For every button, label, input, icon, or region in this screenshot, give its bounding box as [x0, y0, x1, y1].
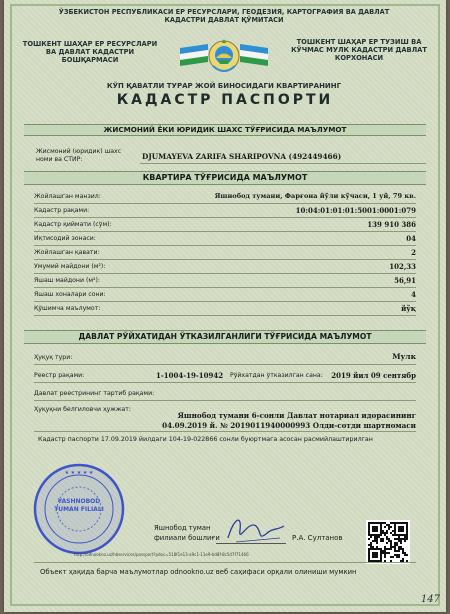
- passport-title: КАДАСТР ПАСПОРТИ: [116, 92, 334, 108]
- floor-row: [34, 246, 416, 260]
- qr-code: [366, 520, 410, 564]
- cadastral-number-label: Кадастр рақами:: [34, 207, 90, 214]
- address-label: Жойлашган манзил:: [34, 193, 101, 200]
- registry-order-label: Давлат реестрининг тартиб рақами:: [34, 390, 155, 397]
- flag-right-icon: [240, 44, 268, 66]
- signatory-position-line2: филиали бошлиғи: [154, 534, 220, 542]
- additional-info-value: йўқ: [401, 304, 416, 313]
- additional-info-label: Қўшимча маълумот:: [34, 305, 101, 312]
- floor-value: 2: [411, 248, 416, 257]
- emblem-icon: [209, 39, 239, 71]
- rooms-count-label: Яшаш хоналари сони:: [34, 291, 106, 298]
- flag-left-icon: [180, 44, 208, 66]
- registration-section-heading: ДАВЛАТ РЎЙХАТИДАН ЎТКАЗИЛГАНЛИГИ ТЎҒРИСИДА МАЪЛУМОТ: [24, 330, 426, 344]
- registration-date-label: Рўйхатдан ўтказилган сана:: [230, 372, 323, 379]
- cadastral-number-row: [34, 204, 416, 218]
- total-area-value: 102,33: [389, 262, 416, 271]
- cadastral-number-value: 10:04:01:01:01:5001:0001:079: [295, 206, 416, 215]
- handwritten-signature: [218, 508, 288, 548]
- registry-number-label: Реестр рақами:: [34, 372, 85, 379]
- cadastral-passport-document: [4, 0, 446, 612]
- basis-document-line2: 04.09.2019 й. № 2019011940000993 Олди-сотди шартномаси: [162, 421, 416, 430]
- economic-zone-label: Иқтисодий зонаси:: [34, 235, 96, 242]
- floor-label: Жойлашган қавати:: [34, 249, 100, 256]
- ministry-name: ЎЗБЕКИСТОН РЕСПУБЛИКАСИ ЕР РЕСУРСЛАРИ, ГЕОДЕЗИЯ, КАРТОГРАФИЯ ВА ДАВЛАТ КАДАСТРИ ДАВЛАТ ҚЎМИТАСИ: [58, 8, 390, 24]
- living-area-label: Яшаш майдони (м²):: [34, 277, 101, 284]
- verification-url: http://odnookno.uz/hbservices/passport?pdoc=518f1e13-a9c1-11e9-bd8f-8c5d7f71466: [74, 552, 249, 557]
- economic-zone-row: [34, 232, 416, 246]
- cadastral-value-label: Кадастр қиймати (сўм):: [34, 221, 112, 228]
- owner-label-line2: номи ва СТИР:: [36, 156, 83, 163]
- footer-note: Объект ҳақида барча маълумотлар odnookno.uz веб саҳифаси орқали олиниши мумкин: [40, 568, 357, 576]
- owner-section-heading: ЖИСМОНИЙ ЁКИ ЮРИДИК ШАХС ТЎҒРИСИДА МАЪЛУМОТ: [24, 124, 426, 136]
- handwritten-page-number: 147: [420, 594, 440, 605]
- rooms-count-value: 4: [411, 290, 416, 299]
- additional-info-row: [34, 302, 416, 316]
- economic-zone-value: 04: [406, 234, 416, 243]
- left-organization: ТОШКЕНТ ШАҲАР ЕР РЕСУРСЛАРИ ВА ДАВЛАТ КАДАСТРИ БОШҚАРМАСИ: [22, 40, 158, 64]
- living-area-row: [34, 274, 416, 288]
- apartment-section-heading: КВАРТИРА ТЎҒРИСИДА МАЪЛУМОТ: [24, 171, 426, 185]
- stamp-text: [52, 498, 106, 514]
- passport-issued-note: Кадастр паспорти 17.09.2019 йилдаги 104-19-022866 сонли буюртмага асосан расмийлаштирилган: [38, 436, 373, 443]
- address-row: [34, 190, 416, 204]
- basis-document-line1: Яшнобод тумани 6-сонли Давлат нотариал идорасининг: [177, 411, 416, 420]
- svg-text:★ ★ ★ ★ ★: ★ ★ ★ ★ ★: [64, 470, 94, 476]
- signatory-name: Р.А. Султанов: [292, 534, 343, 542]
- cadastral-value-value: 139 910 386: [367, 220, 416, 229]
- right-type-label: Ҳуқуқ тури:: [34, 354, 73, 361]
- owner-name-value: DJUMAYEVA ZARIFA SHARIPOVNA (492449466): [142, 152, 342, 161]
- living-area-value: 56,91: [394, 276, 416, 285]
- stamp-text-line2: TUMAN FILIALI: [54, 506, 104, 513]
- basis-document-label: Ҳуқуқни белгиловчи ҳужжат:: [34, 406, 131, 413]
- rooms-count-row: [34, 288, 416, 302]
- total-area-label: Умумий майдони (м²):: [34, 263, 106, 270]
- right-organization: ТОШКЕНТ ШАҲАР ЕР ТУЗИШ ВА КЎЧМАС МУЛК КАДАСТРИ ДАВЛАТ КОРХОНАСИ: [291, 38, 427, 62]
- signatory-position-line1: Яшнобод туман: [154, 524, 211, 532]
- registration-date-value: 2019 йил 09 сентябр: [331, 371, 416, 380]
- owner-label-line1: Жисмоний (юридик) шахс: [36, 148, 122, 155]
- registry-number-value: 1-1004-19-10942: [156, 371, 224, 380]
- total-area-row: [34, 260, 416, 274]
- address-value: Яшнобод тумани, Фарғона йўли кўчаси, 1 уй, 79 кв.: [214, 192, 416, 200]
- passport-subtitle: КЎП ҚАВАТЛИ ТУРАР ЖОЙ БИНОСИДАГИ КВАРТИРАНИНГ: [106, 82, 342, 90]
- stamp-text-line1: YASHNOBOD: [57, 498, 101, 505]
- right-type-value: Мулк: [392, 352, 416, 361]
- cadastral-value-row: [34, 218, 416, 232]
- state-emblem-with-flags: [174, 36, 274, 80]
